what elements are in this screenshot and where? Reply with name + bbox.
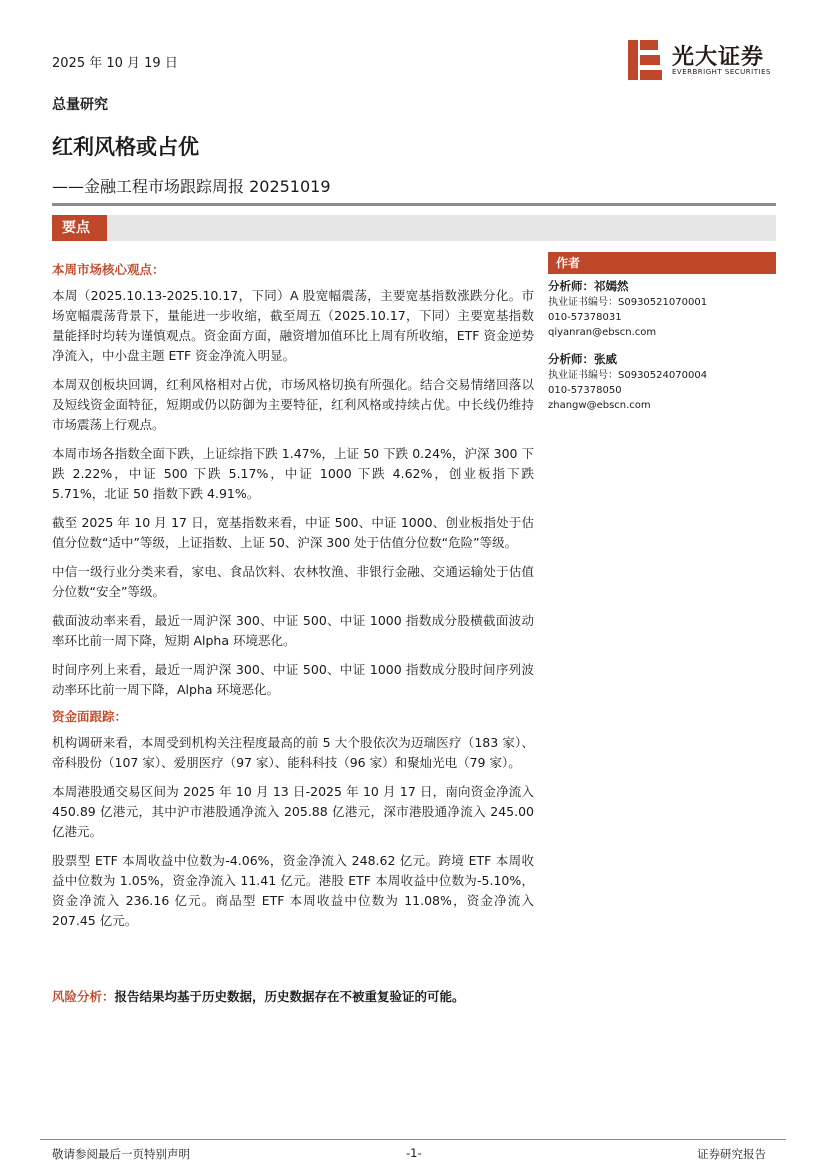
section-heading-fund-flow: 资金面跟踪： <box>52 709 128 724</box>
paragraph: 本周市场各指数全面下跌，上证综指下跌 1.47%，上证 50 下跌 0.24%，沪深 300 下跌 2.22%，中证 500 下跌 5.17%，中证 1000 下跌 4.62%，创业板指下跌 5.71%，北证 50 指数下跌 4.91%。 <box>52 446 534 501</box>
paragraph: 机构调研来看，本周受到机构关注程度最高的前 5 大个股依次为迈瑞医疗（183 家）、帝科股份（107 家）、爱朋医疗（97 家）、能科科技（96 家）和聚灿光电（79 家）。 <box>52 735 534 770</box>
paragraph: 本周双创板块回调，红利风格相对占优，市场风格切换有所强化。结合交易情绪回落以及短线资金面特征，短期或仍以防御为主要特征，红利风格或持续占优。中长线仍维持市场震荡上行观点。 <box>52 377 534 432</box>
footer-report-type: 证券研究报告 <box>697 1147 766 1161</box>
author-name: 分析师：祁嫣然 <box>548 279 629 293</box>
footer-disclaimer: 敬请参阅最后一页特别声明 <box>52 1147 190 1161</box>
title-divider <box>52 203 776 206</box>
everbright-logo-icon <box>626 38 666 82</box>
risk-analysis <box>52 987 776 1007</box>
author-cert: 执业证书编号：S0930524070004 <box>548 370 708 381</box>
report-date: 2025 年 10 月 19 日 <box>52 56 178 71</box>
risk-text: 报告结果均基于历史数据，历史数据存在不被重复验证的可能。 <box>114 989 465 1004</box>
report-category: 总量研究 <box>52 97 108 113</box>
author-phone: 010-57378031 <box>548 312 622 323</box>
paragraph: 时间序列上来看，最近一周沪深 300、中证 500、中证 1000 指数成分股时间序列波动率环比前一周下降，Alpha 环境恶化。 <box>52 662 534 697</box>
key-points-bar <box>52 215 776 241</box>
author-phone: 010-57378050 <box>548 385 622 396</box>
footer-divider <box>40 1139 786 1140</box>
author-name: 分析师：张威 <box>548 352 617 366</box>
risk-label: 风险分析： <box>52 989 115 1004</box>
report-title: 红利风格或占优 <box>52 135 199 159</box>
author-cert: 执业证书编号：S0930521070001 <box>548 297 708 308</box>
author-card <box>548 277 776 340</box>
brand-subtitle: EVERBRIGHT SECURITIES <box>672 68 771 76</box>
paragraph: 截至 2025 年 10 月 17 日，宽基指数来看，中证 500、中证 1000、创业板指处于估值分位数“适中”等级，上证指数、上证 50、沪深 300 处于估值分位数“危险”等级。 <box>52 515 534 550</box>
paragraph: 股票型 ETF 本周收益中位数为-4.06%，资金净流入 248.62 亿元。跨境 ETF 本周收益中位数为 1.05%，资金净流入 11.41 亿元。港股 ETF 本周收益中位数为-5.10%，资金净流入 236.16 亿元。商品型 ETF 本周收益中位数为 11.08%，资金净流入 207.45 亿元。 <box>52 853 534 928</box>
author-card <box>548 350 776 413</box>
paragraph: 中信一级行业分类来看，家电、食品饮料、农林牧渔、非银行金融、交通运输处于估值分位数“安全”等级。 <box>52 564 534 599</box>
paragraph: 本周（2025.10.13-2025.10.17，下同）A 股宽幅震荡，主要宽基指数涨跌分化。市场宽幅震荡背景下，量能进一步收缩，截至周五（2025.10.17，下同）主要宽基指数量能择时均转为谨慎观点。资金面方面，融资增加值环比上周有所收缩，ETF 资金逆势净流入，中小盘主题 ETF 资金净流入明显。 <box>52 288 534 363</box>
paragraph: 本周港股通交易区间为 2025 年 10 月 13 日-2025 年 10 月 17 日，南向资金净流入 450.89 亿港元，其中沪市港股通净流入 205.88 亿港元，深市港股通净流入 245.00 亿港元。 <box>52 784 534 839</box>
author-email[interactable]: zhangw@ebscn.com <box>548 400 651 411</box>
author-email[interactable]: qiyanran@ebscn.com <box>548 327 657 338</box>
key-points-label: 要点 <box>52 215 107 241</box>
brand-name: 光大证券 <box>672 45 765 70</box>
authors-label: 作者 <box>548 252 776 274</box>
paragraph: 截面波动率来看，最近一周沪深 300、中证 500、中证 1000 指数成分股横截面波动率环比前一周下降，短期 Alpha 环境恶化。 <box>52 613 534 648</box>
page-number: -1- <box>406 1146 422 1160</box>
report-subtitle: ——金融工程市场跟踪周报 20251019 <box>52 177 331 196</box>
section-heading-market-view: 本周市场核心观点： <box>52 262 165 277</box>
key-points-body <box>52 260 534 940</box>
